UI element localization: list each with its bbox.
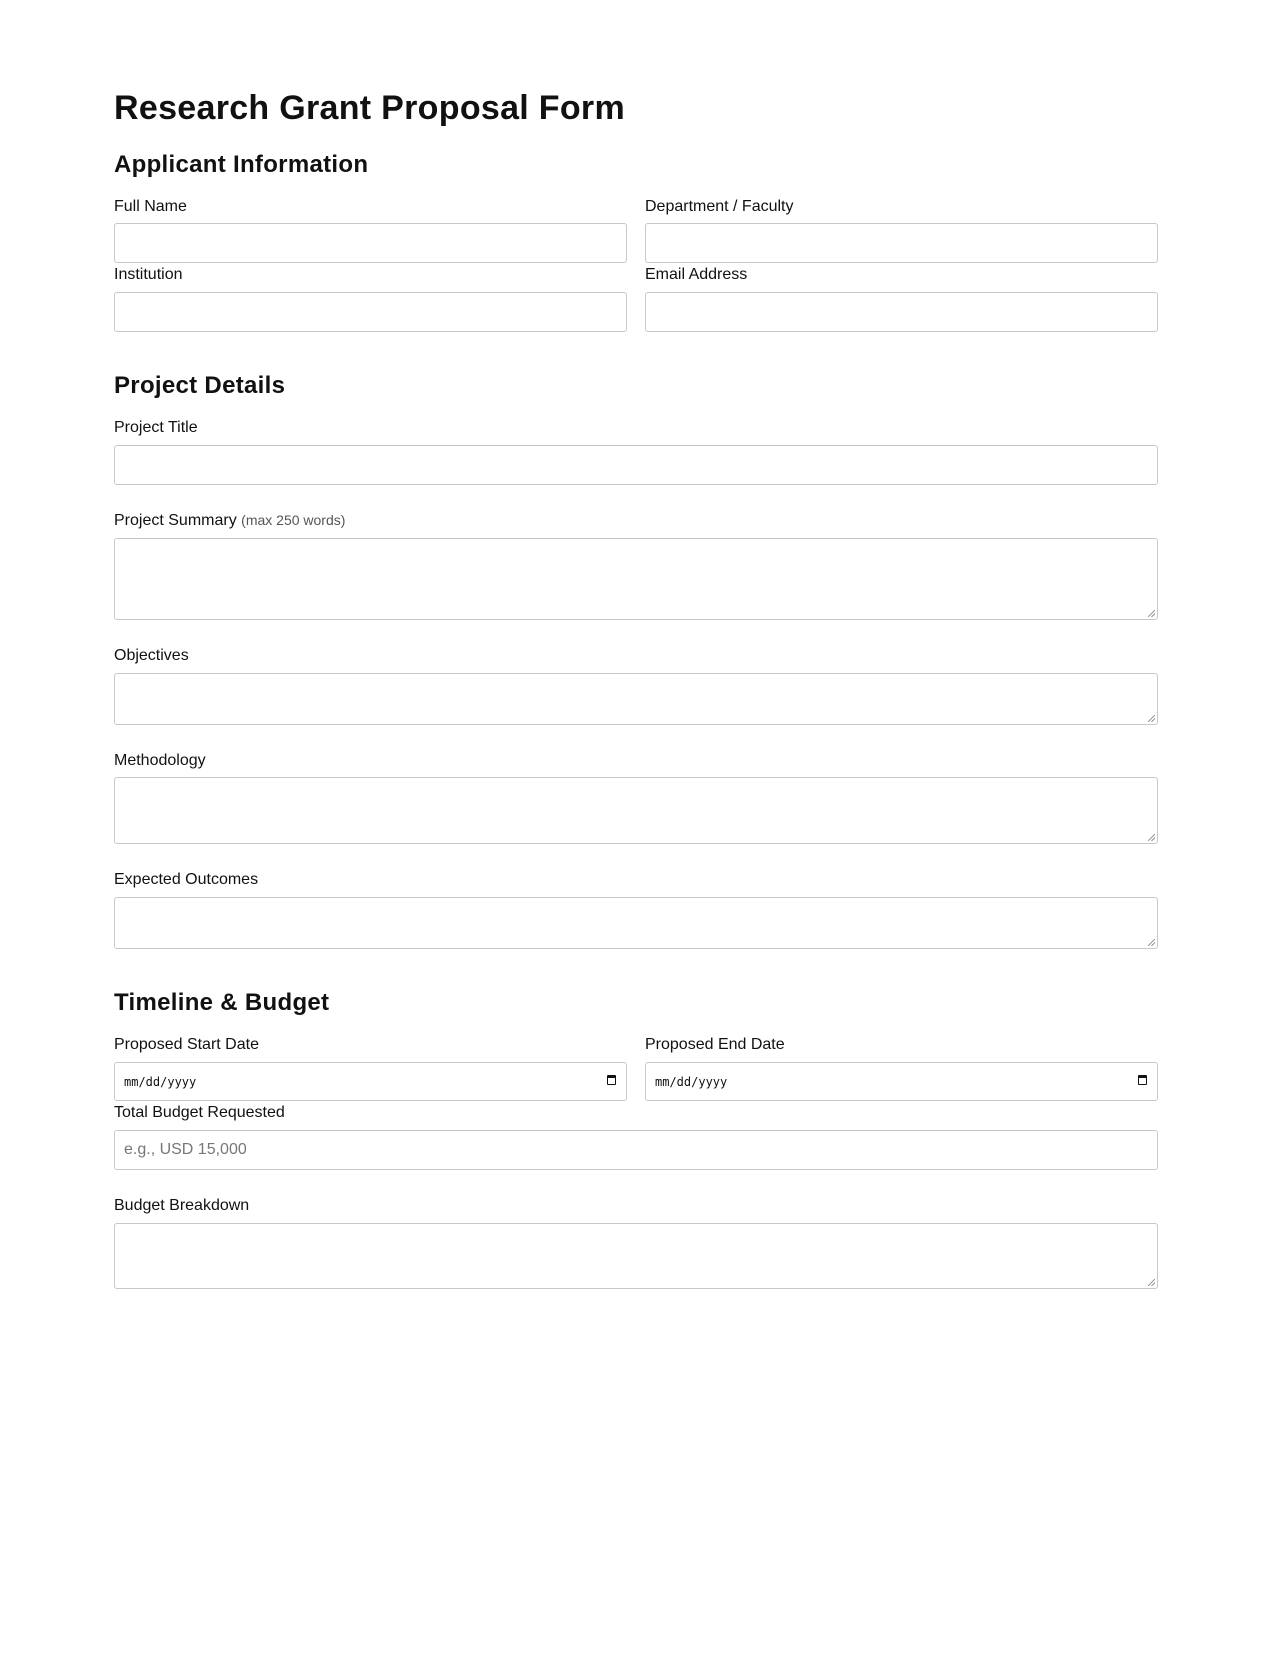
project-summary-textarea[interactable] (114, 538, 1158, 620)
section-heading-project: Project Details (114, 372, 286, 399)
start-date-label: Proposed Start Date (114, 1036, 259, 1053)
page-title: Research Grant Proposal Form (114, 89, 625, 127)
start-date-placeholder: mm/dd/yyyy (124, 1075, 197, 1089)
end-date-label: Proposed End Date (645, 1036, 785, 1053)
full-name-label: Full Name (114, 198, 187, 215)
methodology-label: Methodology (114, 752, 206, 769)
budget-total-placeholder: e.g., USD 15,000 (124, 1141, 247, 1158)
outcomes-textarea[interactable] (114, 897, 1158, 949)
objectives-label: Objectives (114, 647, 189, 664)
department-label: Department / Faculty (645, 198, 794, 215)
calendar-icon[interactable] (1138, 1075, 1147, 1085)
calendar-icon[interactable] (607, 1075, 616, 1085)
section-heading-applicant: Applicant Information (114, 151, 369, 178)
budget-breakdown-textarea[interactable] (114, 1223, 1158, 1289)
institution-input[interactable] (114, 292, 627, 332)
methodology-textarea[interactable] (114, 777, 1158, 844)
project-summary-label-text: Project Summary (114, 512, 237, 529)
objectives-textarea[interactable] (114, 673, 1158, 725)
section-heading-timeline: Timeline & Budget (114, 989, 330, 1016)
email-label: Email Address (645, 266, 748, 283)
end-date-placeholder: mm/dd/yyyy (655, 1075, 728, 1089)
end-date-input[interactable] (645, 1062, 1158, 1101)
budget-breakdown-label: Budget Breakdown (114, 1197, 250, 1214)
full-name-input[interactable] (114, 223, 627, 263)
outcomes-label: Expected Outcomes (114, 871, 259, 888)
budget-total-label: Total Budget Requested (114, 1104, 285, 1121)
project-title-label: Project Title (114, 419, 198, 436)
email-input[interactable] (645, 292, 1158, 332)
project-title-input[interactable] (114, 445, 1158, 485)
institution-label: Institution (114, 266, 183, 283)
start-date-input[interactable] (114, 1062, 627, 1101)
project-summary-label (114, 512, 345, 530)
department-input[interactable] (645, 223, 1158, 263)
project-summary-hint: (max 250 words) (241, 512, 346, 528)
budget-total-input[interactable] (114, 1130, 1158, 1170)
